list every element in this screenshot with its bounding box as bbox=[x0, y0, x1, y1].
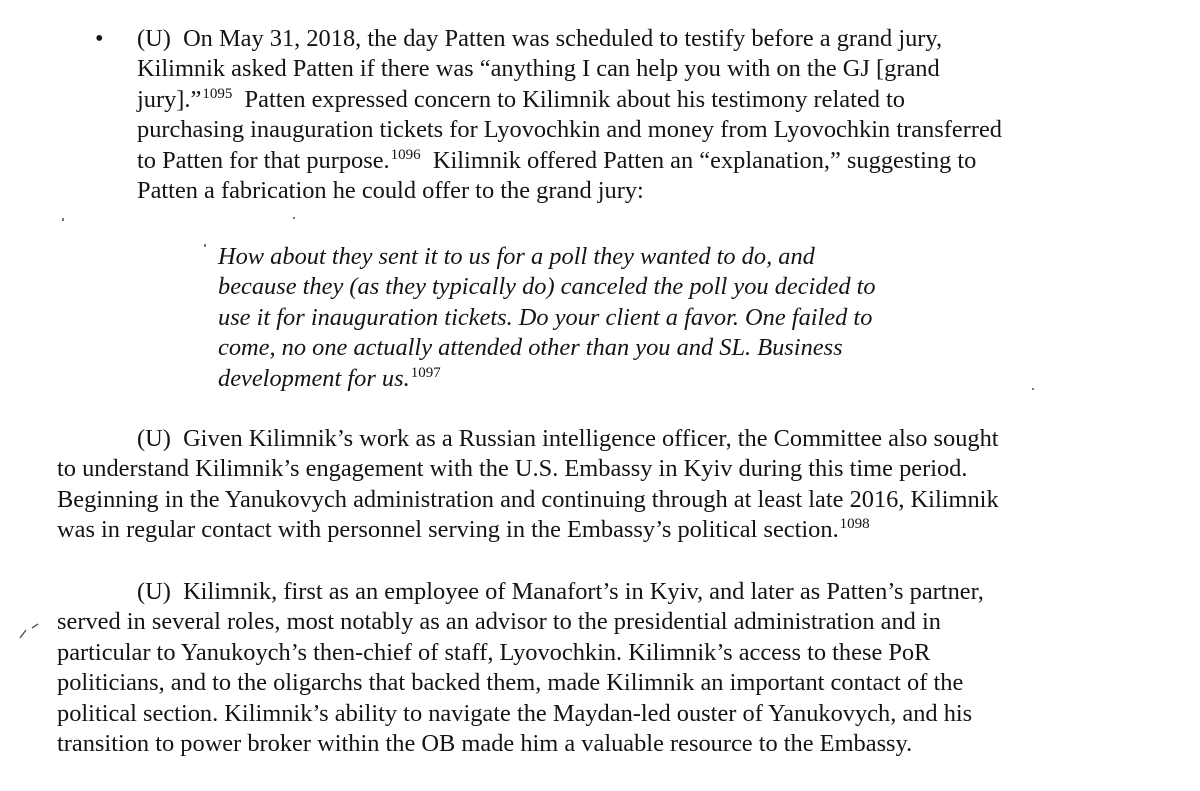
text-line: Beginning in the Yanukovych administration and continuing through at least late 2016, Kilimnik bbox=[57, 485, 999, 513]
text-line: transition to power broker within the OB made him a valuable resource to the Embassy. bbox=[57, 730, 913, 758]
text-line bbox=[137, 85, 1127, 115]
text-line-content: Given Kilimnik’s work as a Russian intelligence officer, the Committee also sought bbox=[183, 425, 999, 452]
text-line bbox=[57, 515, 1137, 545]
quote-line: because they (as they typically do) canceled the poll you decided to bbox=[218, 273, 876, 301]
classification-marker: (U) bbox=[137, 425, 171, 452]
quote-line: use it for inauguration tickets. Do your client a favor. One failed to bbox=[218, 303, 873, 331]
text-line bbox=[137, 24, 1127, 54]
bullet-point: • bbox=[95, 25, 104, 52]
text-line: particular to Yanukoych’s then-chief of staff, Lyovochkin. Kilimnik’s access to these PoR bbox=[57, 638, 931, 666]
quote-line: How about they sent it to us for a poll they wanted to do, and bbox=[218, 243, 815, 270]
classification-marker: (U) bbox=[137, 25, 171, 52]
text-line-content: Patten expressed concern to Kilimnik about his testimony related to bbox=[244, 85, 905, 113]
quote-line bbox=[218, 364, 978, 394]
footnote-ref: 1096 bbox=[390, 146, 421, 163]
block-quote bbox=[218, 242, 978, 394]
text-line bbox=[57, 577, 1137, 607]
text-line: to understand Kilimnik’s engagement with the U.S. Embassy in Kyiv during this time period. bbox=[57, 455, 968, 483]
text-line-content: to Patten for that purpose. bbox=[137, 146, 390, 174]
text-line: politicians, and to the oligarchs that backed them, made Kilimnik an important contact of the bbox=[57, 669, 964, 697]
text-line-content: was in regular contact with personnel serving in the Embassy’s political section. bbox=[57, 516, 839, 544]
scan-speck bbox=[293, 217, 295, 219]
scan-speck bbox=[62, 218, 64, 221]
text-line: Kilimnik asked Patten if there was “anything I can help you with on the GJ [grand bbox=[137, 55, 940, 83]
text-line-content: Kilimnik offered Patten an “explanation,” suggesting to bbox=[432, 146, 977, 174]
paragraph-embassy-contact bbox=[57, 424, 1137, 546]
classification-marker: (U) bbox=[137, 578, 171, 605]
scan-speck bbox=[1032, 388, 1034, 390]
text-line-content: Kilimnik, first as an employee of Manafort’s in Kyiv, and later as Patten’s partner, bbox=[183, 578, 984, 605]
scan-speck bbox=[204, 244, 206, 247]
scan-pen-mark bbox=[16, 618, 42, 642]
text-line-content: jury].” bbox=[137, 85, 202, 113]
text-line: Patten a fabrication he could offer to the grand jury: bbox=[137, 177, 644, 205]
bullet-paragraph bbox=[137, 24, 1127, 206]
text-line-content: On May 31, 2018, the day Patten was scheduled to testify before a grand jury, bbox=[183, 25, 943, 52]
paragraph-kilimnik-roles bbox=[57, 577, 1137, 759]
text-line-content: development for us. bbox=[218, 364, 410, 392]
text-line bbox=[57, 424, 1137, 454]
footnote-ref: 1098 bbox=[839, 516, 870, 533]
text-line: served in several roles, most notably as an advisor to the presidential administration and in bbox=[57, 608, 941, 636]
text-line bbox=[137, 146, 1127, 176]
footnote-ref: 1095 bbox=[202, 85, 233, 102]
text-line: purchasing inauguration tickets for Lyovochkin and money from Lyovochkin transferred bbox=[137, 116, 1002, 144]
footnote-ref: 1097 bbox=[410, 364, 441, 381]
quote-line: come, no one actually attended other than you and SL. Business bbox=[218, 334, 843, 362]
text-line: political section. Kilimnik’s ability to navigate the Maydan-led ouster of Yanukovych, and his bbox=[57, 699, 973, 727]
